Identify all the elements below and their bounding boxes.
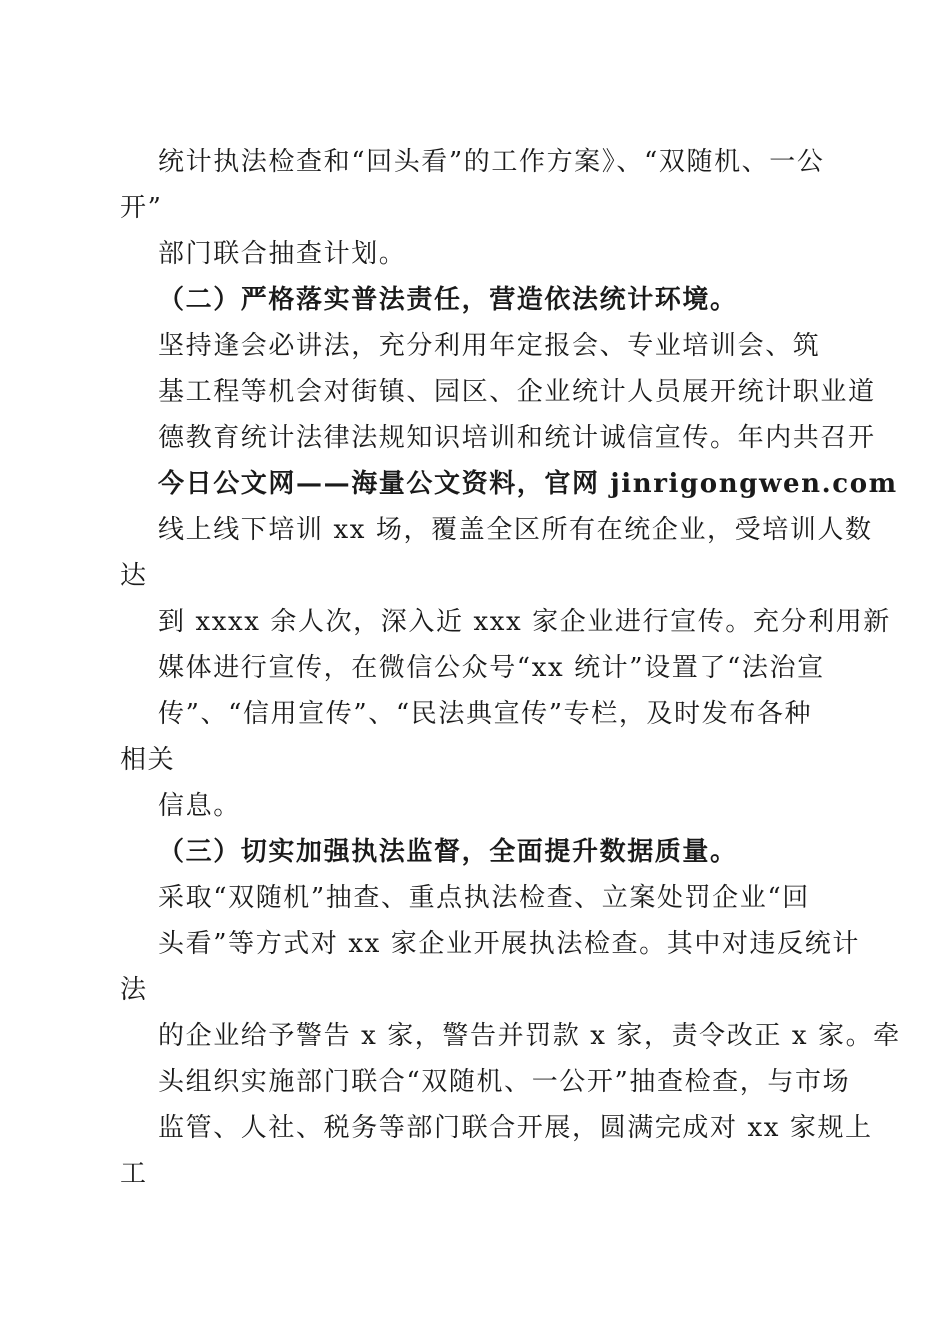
body-text-line: 监管、人社、税务等部门联合开展，圆满完成对 xx 家规上 [158, 1113, 873, 1143]
watermark-line: 今日公文网——海量公文资料，官网 jinrigongwen.com [158, 469, 898, 499]
body-text-line: 线上线下培训 xx 场，覆盖全区所有在统企业，受培训人数 [158, 515, 873, 545]
body-text-line: 头组织实施部门联合“双随机、一公开”抽查检查，与市场 [158, 1067, 851, 1097]
body-text-line: 达 [120, 561, 148, 591]
body-text-line: 统计执法检查和“回头看”的工作方案》、“双随机、一公 [158, 147, 825, 177]
section-heading-3: （三）切实加强执法监督，全面提升数据质量。 [158, 837, 738, 867]
body-text-line: 基工程等机会对街镇、园区、企业统计人员展开统计职业道 [158, 377, 876, 407]
body-text-line: 法 [120, 975, 148, 1005]
body-text-line: 媒体进行宣传，在微信公众号“xx 统计”设置了“法治宣 [158, 653, 825, 683]
body-text-line: 开” [120, 193, 163, 223]
body-text-line: 的企业给予警告 x 家，警告并罚款 x 家，责令改正 x 家。牵 [158, 1021, 901, 1051]
body-text-line: 坚持逢会必讲法，充分利用年定报会、专业培训会、筑 [158, 331, 821, 361]
body-text-line: 工 [120, 1159, 148, 1189]
body-text-line: 相关 [120, 745, 176, 775]
body-text-line: 德教育统计法律法规知识培训和统计诚信宣传。年内共召开 [158, 423, 876, 453]
body-text-line: 到 xxxx 余人次，深入近 xxx 家企业进行宣传。充分利用新 [158, 607, 891, 637]
body-text-line: 采取“双随机”抽查、重点执法检查、立案处罚企业“回 [158, 883, 810, 913]
section-heading-2: （二）严格落实普法责任，营造依法统计环境。 [158, 285, 738, 315]
body-text-line: 信息。 [158, 791, 241, 821]
body-text-line: 部门联合抽查计划。 [158, 239, 407, 269]
body-text-line: 传”、“信用宣传”、“民法典宣传”专栏，及时发布各种 [158, 699, 813, 729]
body-text-line: 头看”等方式对 xx 家企业开展执法检查。其中对违反统计 [158, 929, 860, 959]
